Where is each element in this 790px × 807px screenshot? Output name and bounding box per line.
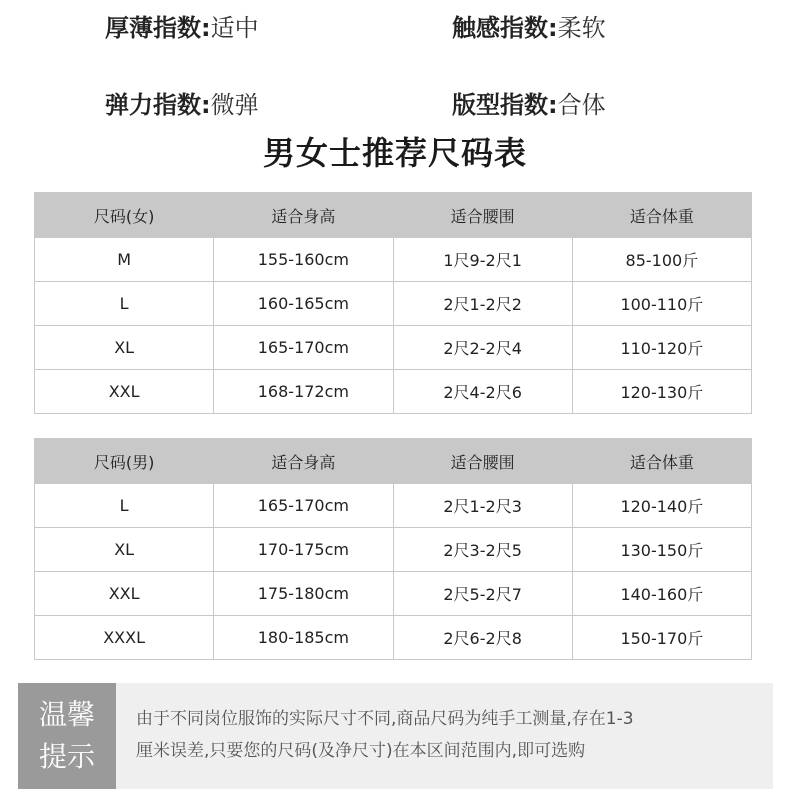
waist-cell: 2尺2-2尺4 [393,326,572,370]
weight-cell: 150-170斤 [572,616,751,660]
waist-cell: 2尺4-2尺6 [393,370,572,414]
header-cell: 适合体重 [572,193,751,238]
header-cell: 尺码(男) [35,439,214,484]
weight-cell: 85-100斤 [572,238,751,282]
waist-cell: 2尺5-2尺7 [393,572,572,616]
table-row [35,484,752,528]
table-row [35,370,752,414]
weight-cell: 120-140斤 [572,484,751,528]
tip-box [18,683,773,789]
height-cell: 175-180cm [214,572,393,616]
men-size-table [34,438,752,660]
size-cell: XXXL [35,616,214,660]
touch-index-value: 柔软 [557,14,606,42]
waist-cell: 2尺1-2尺2 [393,282,572,326]
height-cell: 168-172cm [214,370,393,414]
tip-label-line2: 提示 [38,740,95,773]
size-cell: XL [35,326,214,370]
height-cell: 165-170cm [214,326,393,370]
height-cell: 180-185cm [214,616,393,660]
size-cell: M [35,238,214,282]
fit-index [452,85,606,120]
weight-cell: 110-120斤 [572,326,751,370]
women-size-table [34,192,752,414]
touch-index [452,8,606,43]
waist-cell: 1尺9-2尺1 [393,238,572,282]
weight-cell: 130-150斤 [572,528,751,572]
waist-cell: 2尺3-2尺5 [393,528,572,572]
header-cell: 适合身高 [214,439,393,484]
size-cell: XXL [35,572,214,616]
waist-cell: 2尺6-2尺8 [393,616,572,660]
fit-index-value: 合体 [557,91,606,119]
table-header-row [35,439,752,484]
table-row [35,616,752,660]
table-row [35,238,752,282]
page-title: 男女士推荐尺码表 [262,134,527,172]
tip-text [136,703,766,767]
weight-cell: 140-160斤 [572,572,751,616]
size-cell: L [35,282,214,326]
header-cell: 适合腰围 [393,439,572,484]
height-cell: 160-165cm [214,282,393,326]
thickness-index-value: 适中 [210,14,259,42]
table-row [35,528,752,572]
thickness-index-label: 厚薄指数: [105,14,211,42]
height-cell: 165-170cm [214,484,393,528]
tip-text-line2: 厘米误差,只要您的尺码(及净尺寸)在本区间范围内,即可选购 [136,741,586,761]
size-cell: XXL [35,370,214,414]
weight-cell: 100-110斤 [572,282,751,326]
header-cell: 适合身高 [214,193,393,238]
thickness-index [105,8,259,43]
tip-label [18,683,116,789]
elasticity-index-value: 微弹 [210,91,259,119]
weight-cell: 120-130斤 [572,370,751,414]
height-cell: 170-175cm [214,528,393,572]
table-header-row [35,193,752,238]
waist-cell: 2尺1-2尺3 [393,484,572,528]
header-cell: 尺码(女) [35,193,214,238]
table-row [35,282,752,326]
header-cell: 适合腰围 [393,193,572,238]
size-cell: L [35,484,214,528]
header-cell: 适合体重 [572,439,751,484]
height-cell: 155-160cm [214,238,393,282]
tip-label-line1: 温馨 [38,698,95,731]
size-cell: XL [35,528,214,572]
table-row [35,572,752,616]
touch-index-label: 触感指数: [452,14,558,42]
table-row [35,326,752,370]
elasticity-index-label: 弹力指数: [105,91,211,119]
fit-index-label: 版型指数: [452,91,558,119]
elasticity-index [105,85,259,120]
tip-text-line1: 由于不同岗位服饰的实际尺寸不同,商品尺码为纯手工测量,存在1-3 [136,709,634,729]
